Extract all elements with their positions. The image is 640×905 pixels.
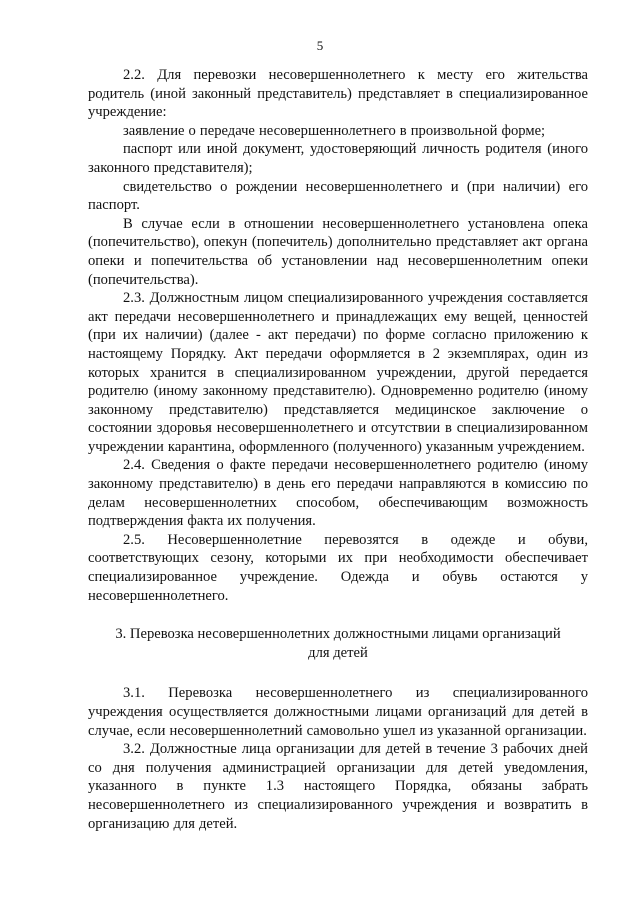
paragraph-2-2-item-birth-certificate: свидетельство о рождении несовершеннолетнего и (при наличии) его паспорт. xyxy=(88,178,588,214)
paragraph-2-3: 2.3. Должностным лицом специализированного учреждения составляется акт передачи несовершеннолетнего и принадлежащих ему вещей, ценностей (при их наличии) (далее - акт передачи) по форме согласно приложению к настоящему Порядку. Акт передачи оформляется в 2 экземплярах, один из которых хранится в специализированном учреждении, другой передается родителю (иному законному представителю). Одновременно родителю (иному законному представителю) представляется медицинское заключение о состоянии здоровья несовершеннолетнего и отсутствии в специализированном учреждении карантина, оформленного (полученного) указанным учреждением. xyxy=(88,290,588,455)
document-body xyxy=(88,66,588,833)
paragraph-3-1: 3.1. Перевозка несовершеннолетнего из специализированного учреждения осуществляется должностными лицами организаций для детей в случае, если несовершеннолетний самовольно ушел из указанной организации. xyxy=(88,685,588,739)
paragraph-2-4: 2.4. Сведения о факте передачи несовершеннолетнего родителю (иному законному представителю) в день его передачи направляются в комиссию по делам несовершеннолетних способом, обеспечивающим возможность подтверждения факта их получения. xyxy=(88,457,588,530)
paragraph-2-2-item-passport: паспорт или иной документ, удостоверяющий личность родителя (иного законного представителя); xyxy=(88,141,588,176)
page-number: 5 xyxy=(316,38,324,53)
section-3-heading-line-1: 3. Перевозка несовершеннолетних должностными лицами организаций xyxy=(115,626,561,643)
paragraph-2-2-item-statement: заявление о передаче несовершеннолетнего в произвольной форме; xyxy=(123,122,546,139)
paragraph-2-2-guardianship: В случае если в отношении несовершеннолетнего установлена опека (попечительство), опекун (попечитель) дополнительно представляет акт органа опеки и попечительства об установлении над несовершеннолетним опеки (попечительства). xyxy=(88,215,588,288)
paragraph-2-5: 2.5. Несовершеннолетние перевозятся в одежде и обуви, соответствующих сезону, которыми их при необходимости обеспечивает специализированное учреждение. Одежда и обувь остаются у несовершеннолетнего. xyxy=(88,531,588,604)
paragraph-3-2: 3.2. Должностные лица организации для детей в течение 3 рабочих дней со дня получения администрацией организации для детей уведомления, указанного в пункте 1.3 настоящего Порядка, обязаны забрать несовершеннолетнего из специализированного учреждения и возвратить в организацию для детей. xyxy=(88,741,588,832)
section-3-heading-line-2: для детей xyxy=(308,644,368,661)
paragraph-2-2: 2.2. Для перевозки несовершеннолетнего к месту его жительства родитель (иной законный представитель) представляет в специализированное учреждение: xyxy=(88,67,588,121)
section-3-heading xyxy=(88,625,588,662)
